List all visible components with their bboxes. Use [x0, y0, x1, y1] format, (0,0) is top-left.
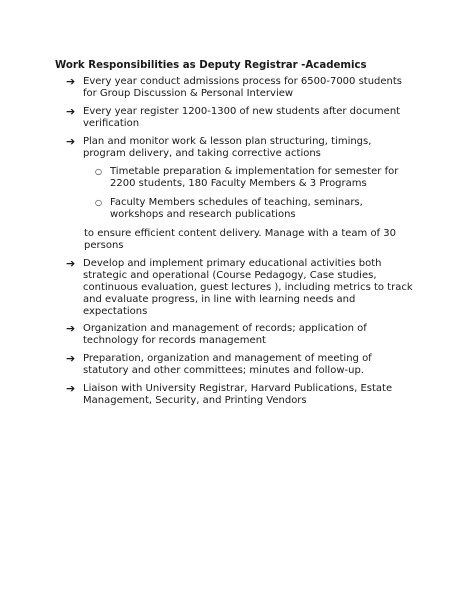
list-item-text: Every year conduct admissions process for 6500-7000 students for Group Discussion & Personal Interview [83, 76, 403, 99]
responsibility-list [66, 76, 416, 413]
list-item-text: Liaison with University Registrar, Harvard Publications, Estate Management, Security, and Printing Vendors [83, 383, 393, 406]
list-item [66, 353, 416, 377]
sub-list-item-text: Timetable preparation & implementation for semester for 2200 students, 180 Faculty Members & 3 Programs [110, 166, 399, 190]
right-arrow-icon: ➔ [66, 382, 76, 396]
list-item [66, 383, 416, 407]
continuation-text: to ensure efficient content delivery. Manage with a team of 30 persons [84, 228, 396, 251]
list-item [66, 323, 416, 347]
list-item-text: Preparation, organization and management of meeting of statutory and other committees; minutes and follow-up. [83, 353, 372, 377]
list-item [66, 106, 416, 130]
list-item-text: Organization and management of records; application of technology for records management [83, 323, 367, 347]
section-heading: Work Responsibilities as Deputy Registrar -Academics [55, 60, 367, 71]
right-arrow-icon: ➔ [66, 134, 76, 148]
right-arrow-icon: ➔ [66, 75, 76, 88]
right-arrow-icon: ➔ [66, 352, 76, 366]
right-arrow-icon: ➔ [66, 256, 76, 270]
list-item [66, 136, 416, 252]
list-item [66, 76, 416, 100]
list-item-text: Every year register 1200-1300 of new students after document verification [83, 105, 401, 129]
sub-list-item [83, 197, 416, 221]
hollow-circle-icon: ○ [95, 198, 102, 208]
right-arrow-icon: ➔ [66, 104, 76, 118]
sub-list [83, 166, 416, 221]
hollow-circle-icon: ○ [95, 167, 102, 177]
list-item-text: Plan and monitor work & lesson plan structuring, timings, program delivery, and taking corrective actions [83, 135, 372, 159]
sub-list-item [83, 166, 416, 190]
list-item [66, 258, 416, 318]
list-item-text: Develop and implement primary educational activities both strategic and operational (Course Pedagogy, Case studies, continuous evaluation, guest lectures ), including metrics to track and evaluate progress, in line with learning needs and expectations [83, 257, 413, 317]
right-arrow-icon: ➔ [66, 322, 76, 336]
sub-list-item-text: Faculty Members schedules of teaching, seminars, workshops and research publications [110, 197, 363, 221]
